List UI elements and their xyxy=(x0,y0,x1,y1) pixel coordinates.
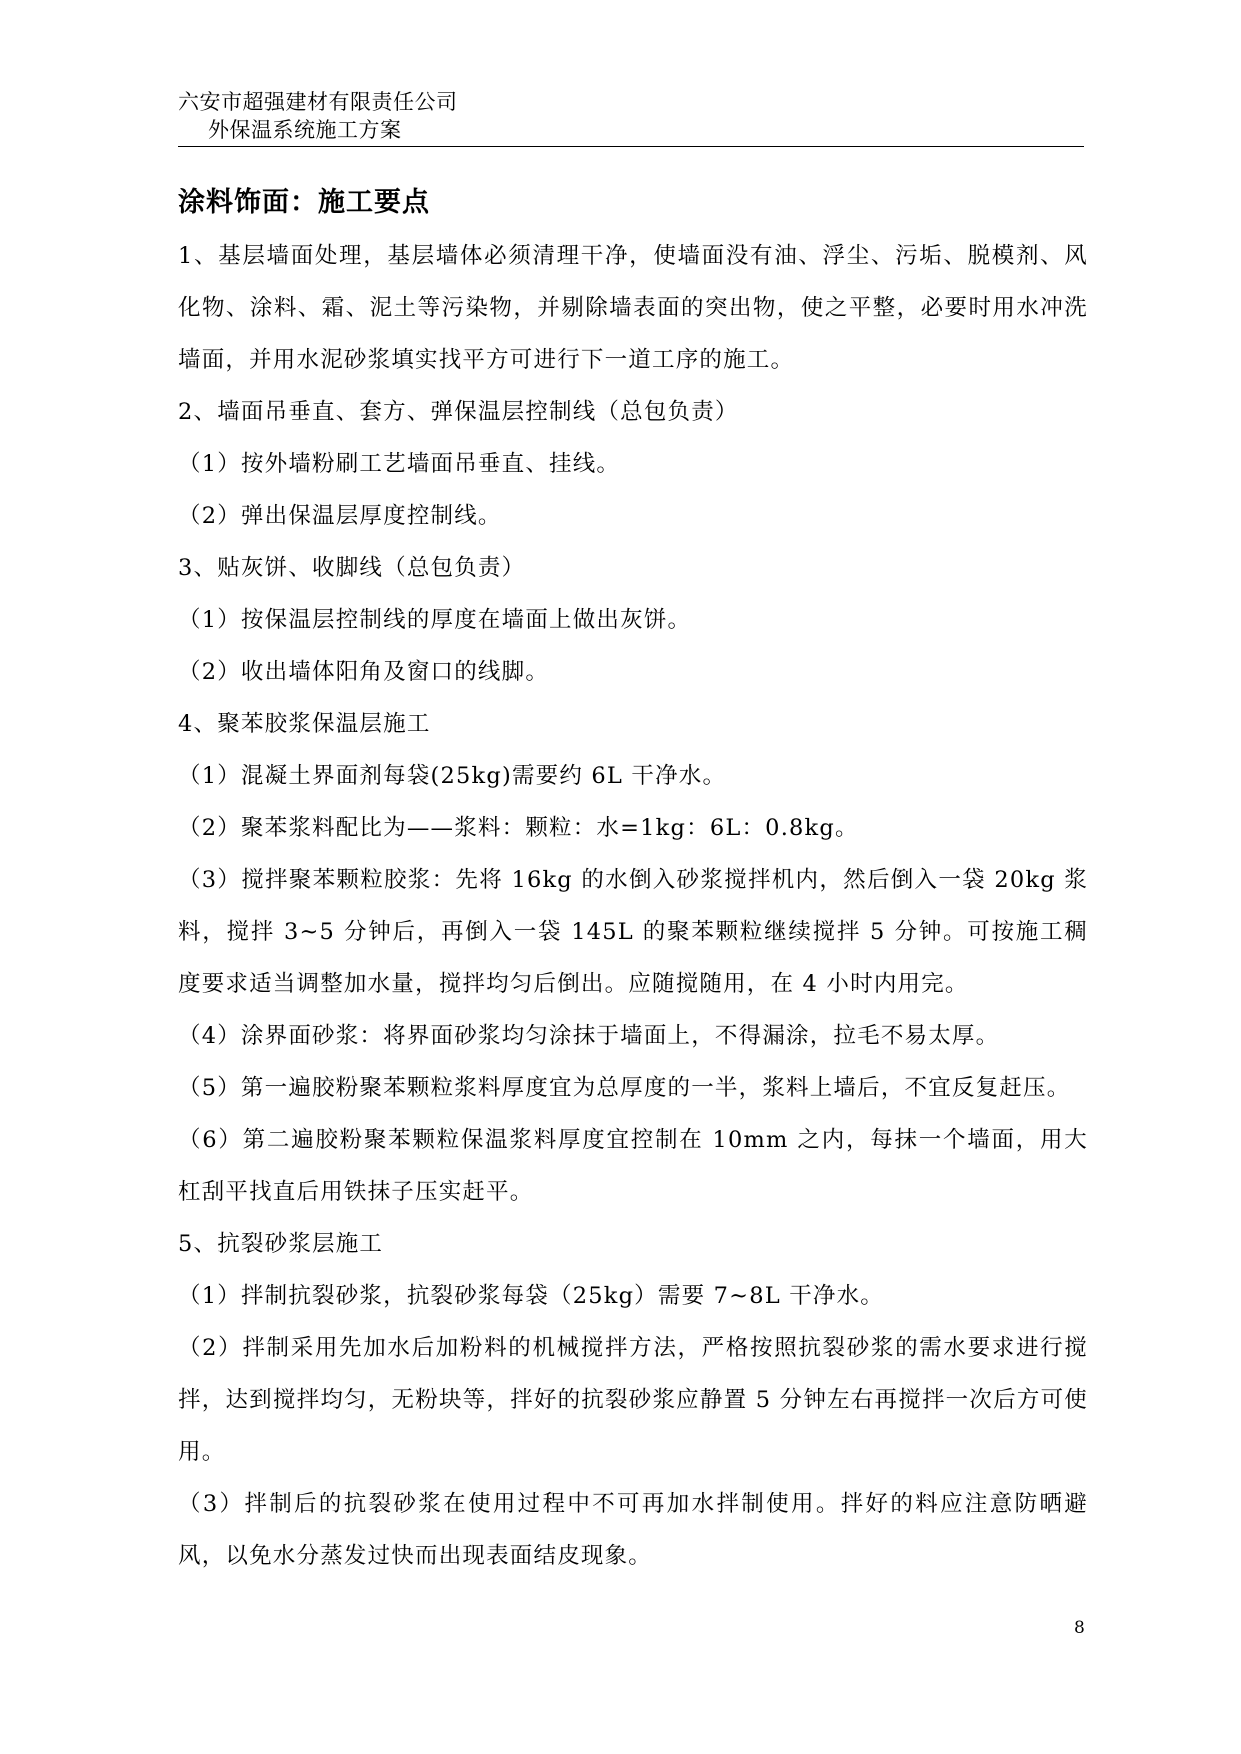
paragraph-step-5-1: （1）拌制抗裂砂浆，抗裂砂浆每袋（25kg）需要 7~8L 干净水。 xyxy=(178,1283,885,1309)
paragraph-step-4-3: （3）搅拌聚苯颗粒胶浆：先将 16kg 的水倒入砂浆搅拌机内，然后倒入一袋 20kg 浆料，搅拌 3~5 分钟后，再倒入一袋 145L 的聚苯颗粒继续搅拌 5 分钟。可按施工稠度要求适当调整加水量，搅拌均匀后倒出。应随搅随用，在 4 小时内用完。 xyxy=(178,867,1088,997)
paragraph-step-4-2: （2）聚苯浆料配比为——浆料：颗粒：水=1kg：6L：0.8kg。 xyxy=(178,815,859,841)
paragraph-step-4-5: （5）第一遍胶粉聚苯颗粒浆料厚度宜为总厚度的一半，浆料上墙后，不宜反复赶压。 xyxy=(178,1075,1071,1101)
page-number: 8 xyxy=(1074,1618,1085,1638)
paragraph-step-4-6: （6）第二遍胶粉聚苯颗粒保温浆料厚度宜控制在 10mm 之内，每抹一个墙面，用大杠刮平找直后用铁抹子压实赶平。 xyxy=(178,1127,1088,1205)
paragraph-step-3-2: （2）收出墙体阳角及窗口的线脚。 xyxy=(178,659,550,685)
company-name: 六安市超强建材有限责任公司 xyxy=(178,90,458,114)
paragraph-step-5-3: （3）拌制后的抗裂砂浆在使用过程中不可再加水拌制使用。拌好的料应注意防晒避风，以免水分蒸发过快而出现表面结皮现象。 xyxy=(178,1491,1088,1569)
paragraph-step-5-2: （2）拌制采用先加水后加粉料的机械搅拌方法，严格按照抗裂砂浆的需水要求进行搅拌，达到搅拌均匀，无粉块等，拌好的抗裂砂浆应静置 5 分钟左右再搅拌一次后方可使用。 xyxy=(178,1335,1088,1465)
paragraph-step-2-1: （1）按外墙粉刷工艺墙面吊垂直、挂线。 xyxy=(178,451,621,477)
paragraph-step-2: 2、墙面吊垂直、套方、弹保温层控制线（总包负责） xyxy=(178,399,739,425)
page-content xyxy=(178,176,1088,1582)
paragraph-step-3: 3、贴灰饼、收脚线（总包负责） xyxy=(178,555,526,581)
document-title: 外保温系统施工方案 xyxy=(208,118,402,142)
section-title: 涂料饰面：施工要点 xyxy=(178,187,430,218)
paragraph-step-4-1: （1）混凝土界面剂每袋(25kg)需要约 6L 干净水。 xyxy=(178,763,727,789)
paragraph-step-2-2: （2）弹出保温层厚度控制线。 xyxy=(178,503,502,529)
paragraph-step-4: 4、聚苯胶浆保温层施工 xyxy=(178,711,431,737)
paragraph-step-5: 5、抗裂砂浆层施工 xyxy=(178,1231,384,1257)
page-header xyxy=(178,88,1084,147)
paragraph-step-4-4: （4）涂界面砂浆：将界面砂浆均匀涂抹于墙面上，不得漏涂，拉毛不易太厚。 xyxy=(178,1023,1000,1049)
paragraph-step-1: 1、基层墙面处理，基层墙体必须清理干净，使墙面没有油、浮尘、污垢、脱模剂、风化物、涂料、霜、泥土等污染物，并剔除墙表面的突出物，使之平整，必要时用水冲洗墙面，并用水泥砂浆填实找平方可进行下一道工序的施工。 xyxy=(178,243,1088,373)
paragraph-step-3-1: （1）按保温层控制线的厚度在墙面上做出灰饼。 xyxy=(178,607,692,633)
